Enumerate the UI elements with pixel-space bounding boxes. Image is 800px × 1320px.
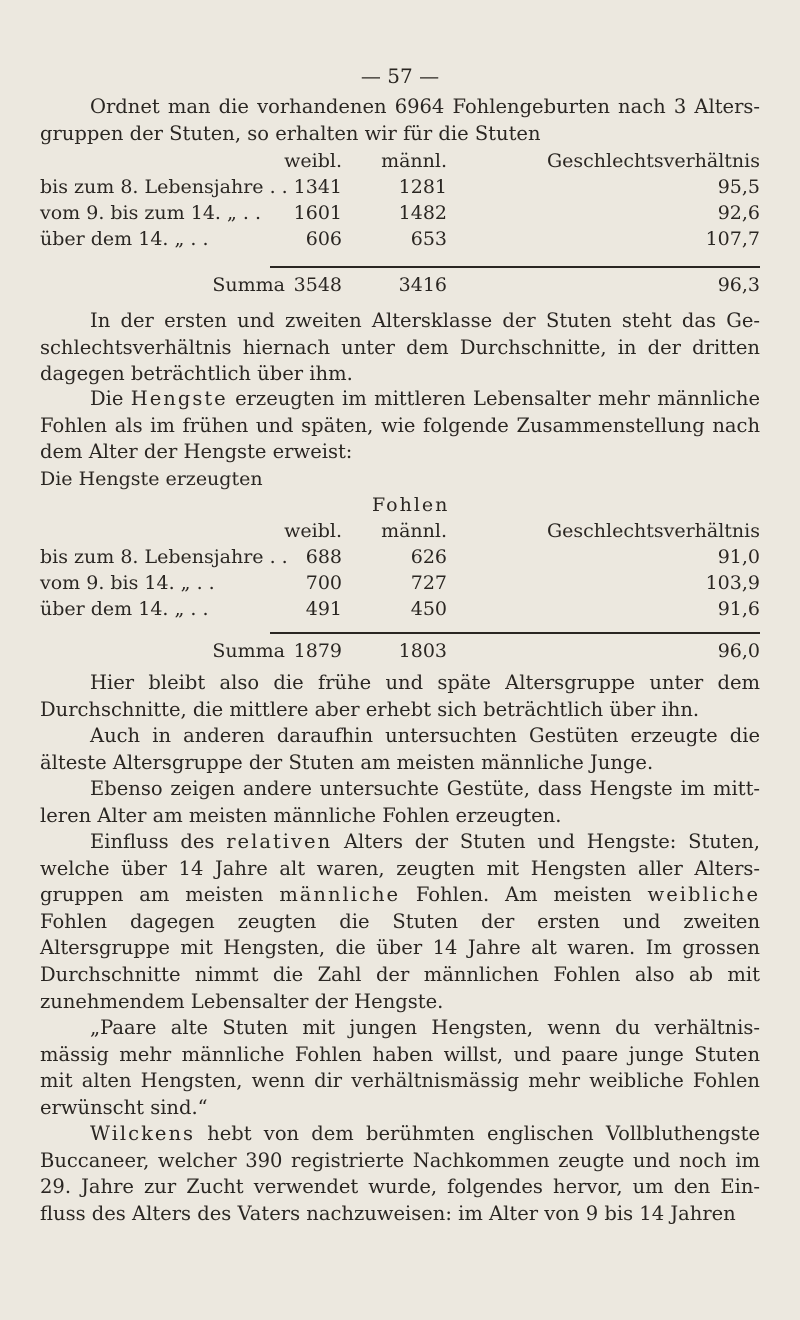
table-row [40,596,760,622]
table-stallions-sum [40,638,760,664]
paragraph-2: In der ersten und zweiten Altersklasse der Stuten steht das Ge-schlechtsverhältnis hiernach unter dem Durchschnitte, in der dritten dagegen beträchtlich über ihm. [40,309,760,386]
table-row [40,200,760,226]
text: erzeugten im mittleren Lebensalter mehr männliche Fohlen als im frühen und späten, wie folgende Zusammenstellung nach dem Alter der Hengste erweist: [40,387,760,464]
sum-rule [270,632,760,634]
col-verhaeltnis: Geschlechtsverhältnis [546,520,760,542]
text: Die [90,387,131,410]
cell-maennl: 1482 [398,202,447,224]
paragraph-intro: Ordnet man die vorhandenen 6964 Fohlengeburten nach 3 Alters-gruppen der Stuten, so erhalten wir für die Stuten [40,95,760,145]
col-verhaeltnis: Geschlechtsverhältnis [546,150,760,172]
row-label: bis zum 8. Lebensjahre . . [40,546,288,568]
table-row [40,226,760,252]
page-number: — 57 — [360,64,440,88]
cell-weibl: 1341 [293,176,342,198]
table-header [40,518,760,544]
sum-maennl: 1803 [398,640,447,662]
col-weibl: weibl. [284,150,342,172]
sum-row [40,638,760,664]
emphasis: Hengste [130,387,228,410]
table-stallions [40,466,760,622]
col-weibl: weibl. [284,520,342,542]
paragraph-9 [40,1121,760,1227]
paragraph-3 [40,386,760,466]
cell-verh: 95,5 [717,176,760,198]
sum-label: Summa [212,274,285,296]
row-label: bis zum 8. Lebensjahre . . [40,176,288,198]
group-header: Fohlen [372,494,450,516]
author-name: Wilckens [90,1122,196,1145]
cell-maennl: 626 [410,546,447,568]
cell-maennl: 727 [410,572,447,594]
cell-verh: 103,9 [705,572,760,594]
text: Alters der Stuten und Hengste: Stuten, welche über 14 Jahre alt waren, zeugten mit Hengsten aller Alters-gruppen am meisten [40,830,760,907]
col-maennl: männl. [381,150,447,172]
sum-weibl: 1879 [293,640,342,662]
cell-verh: 92,6 [717,202,760,224]
paragraph-8: „Paare alte Stuten mit jungen Hengsten, wenn du verhältnis-mässig mehr männliche Fohlen haben willst, und paare junge Stuten mit alten Hengsten, wenn dir verhältnismässig mehr weibliche Fohlen erwünscht sind.“ [40,1016,760,1119]
table-intro-row [40,466,760,492]
table-mares-sum [40,272,760,298]
row-label: über dem 14. „ . . [40,598,209,620]
paragraph-5: Auch in anderen daraufhin untersuchten Gestüten erzeugte die älteste Altersgruppe der Stuten am meisten männliche Junge. [40,724,760,774]
sum-label: Summa [212,640,285,662]
emphasis: männliche [279,883,401,907]
cell-maennl: 1281 [398,176,447,198]
cell-maennl: 653 [410,228,447,250]
cell-weibl: 700 [305,572,342,594]
cell-weibl: 606 [305,228,342,250]
sum-rule [270,266,760,268]
emphasis: relativen [226,830,333,853]
emphasis: weibliche [647,883,760,907]
row-label: vom 9. bis zum 14. „ . . [40,202,261,224]
cell-verh: 91,0 [717,546,760,568]
cell-verh: 107,7 [705,228,760,250]
row-label: vom 9. bis 14. „ . . [40,572,215,594]
col-maennl: männl. [381,520,447,542]
cell-weibl: 1601 [293,202,342,224]
sum-verh: 96,0 [717,640,760,662]
cell-weibl: 491 [305,598,342,620]
paragraph-7 [40,829,760,1015]
text: Fohlen dagegen zeugten die Stuten der ersten und zweiten Altersgruppe mit Hengsten, die über 14 Jahre alt waren. Im grossen Durchschnitte nimmt die Zahl der männlichen Fohlen also ab mit zunehmendem Lebensalter der Hengste. [40,909,760,1013]
table-mares [40,148,760,252]
table-row [40,570,760,596]
sum-verh: 96,3 [717,274,760,296]
table-header [40,148,760,174]
cell-maennl: 450 [410,598,447,620]
text: hebt von dem berühmten englischen Vollbluthengste Buccaneer, welcher 390 registrierte Nachkommen zeugte und noch im 29. Jahre zur Zucht verwendet wurde, folgendes hervor, um den Ein-fluss des Alters des Vaters nachzuweisen: im Alter von 9 bis 14 Jahren [40,1122,760,1225]
text: Fohlen. Am meisten [400,883,648,907]
table-row [40,174,760,200]
table-row [40,544,760,570]
table-group-row [40,492,760,518]
table-intro: Die Hengste erzeugten [40,468,263,490]
paragraph-6: Ebenso zeigen andere untersuchte Gestüte, dass Hengste im mitt-leren Alter am meisten männliche Fohlen erzeugten. [40,777,760,827]
sum-weibl: 3548 [293,274,342,296]
sum-row [40,272,760,298]
sum-maennl: 3416 [398,274,447,296]
paragraph-4: Hier bleibt also die frühe und späte Altersgruppe unter dem Durchschnitte, die mittlere aber erhebt sich beträchtlich über ihn. [40,671,760,721]
cell-weibl: 688 [305,546,342,568]
text: Einfluss des [90,830,227,853]
row-label: über dem 14. „ . . [40,228,209,250]
cell-verh: 91,6 [717,598,760,620]
